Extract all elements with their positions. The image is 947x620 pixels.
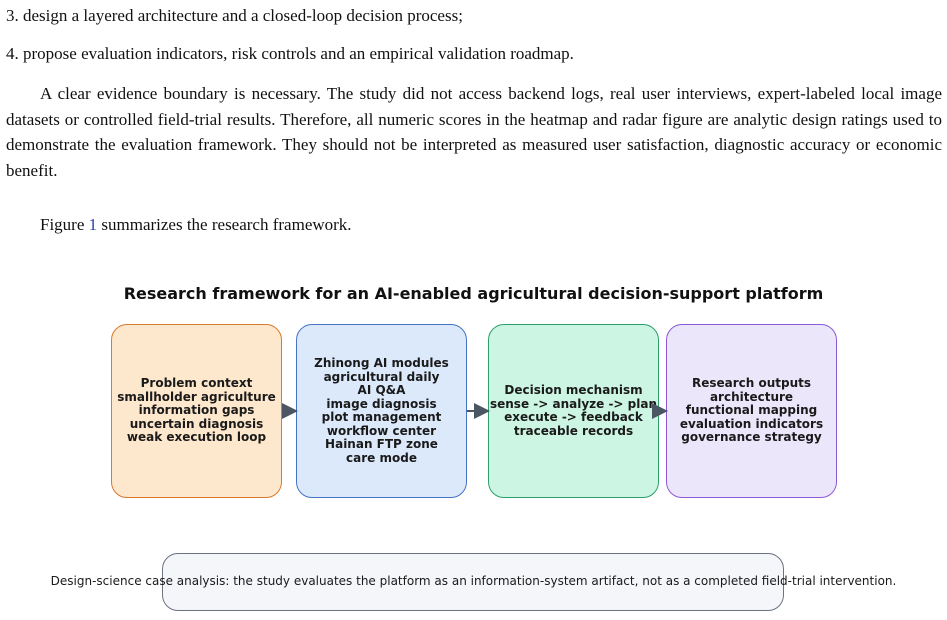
evidence-paragraph: A clear evidence boundary is necessary. The study did not access backend logs, real user interviews, expert-labeled local image datasets or controlled field-trial results. Therefore, all numeric scores in the heatmap and radar figure are analytic design ratings used to demonstrate the evaluation framework. They should not be interpreted as measured user satisfaction, diagnostic accuracy or economic benefit. bbox=[6, 84, 942, 180]
box-line: traceable records bbox=[513, 423, 634, 438]
figure-reference-after: summarizes the research framework. bbox=[97, 215, 352, 234]
box-line: Zhinong AI modules bbox=[314, 356, 449, 370]
box-line: workflow center bbox=[326, 423, 437, 438]
list-text: propose evaluation indicators, risk controls and an empirical validation roadmap. bbox=[23, 44, 574, 63]
box-line: AI Q&A bbox=[357, 383, 406, 397]
box-line: Problem context bbox=[140, 376, 253, 391]
box-line: Research outputs bbox=[691, 376, 812, 391]
figure-reference-before: Figure bbox=[40, 215, 89, 234]
box-line: uncertain diagnosis bbox=[129, 416, 264, 431]
box-line: architecture bbox=[709, 389, 794, 404]
figure-title: Research framework for an AI-enabled agricultural decision-support platform bbox=[123, 284, 824, 303]
box-line: weak execution loop bbox=[126, 430, 267, 445]
box-line: information gaps bbox=[138, 403, 255, 418]
box-line: Decision mechanism bbox=[504, 383, 643, 397]
box-line: sense -> analyze -> plan bbox=[489, 396, 658, 411]
list-text: design a layered architecture and a closed-loop decision process; bbox=[23, 6, 463, 25]
box-line: agricultural daily bbox=[323, 369, 440, 384]
box-line: functional mapping bbox=[685, 403, 818, 418]
box-line: evaluation indicators bbox=[679, 416, 824, 431]
figure-link[interactable]: 1 bbox=[88, 215, 98, 234]
box-line: plot management bbox=[321, 410, 442, 424]
box-line: care mode bbox=[346, 450, 417, 465]
box-line: image diagnosis bbox=[326, 396, 437, 411]
box-line: smallholder agriculture bbox=[117, 389, 276, 404]
box-line: governance strategy bbox=[681, 430, 822, 445]
list-number: 4. bbox=[6, 44, 19, 63]
box-line: execute -> feedback bbox=[504, 410, 643, 424]
list-number: 3. bbox=[6, 6, 19, 25]
box-line: Hainan FTP zone bbox=[325, 437, 438, 451]
note-text: Design-science case analysis: the study evaluates the platform as an information-system artifact, not as a completed field-trial intervention. bbox=[50, 574, 897, 588]
